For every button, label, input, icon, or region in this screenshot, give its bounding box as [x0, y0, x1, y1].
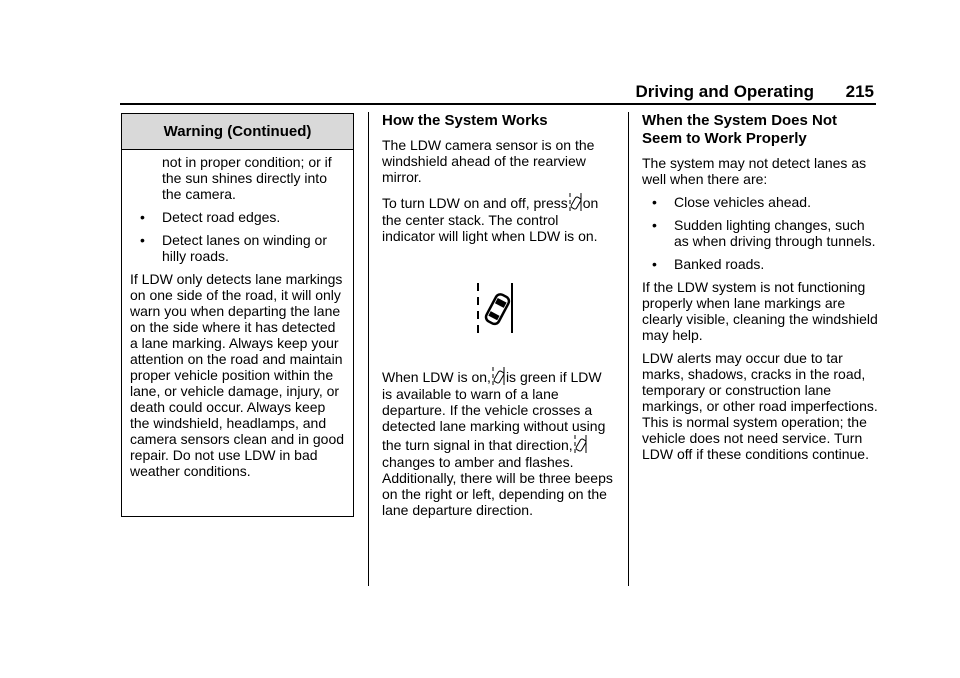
how-p2-text-a: To turn LDW on and off, press	[382, 195, 568, 211]
how-system-works-section	[382, 112, 614, 525]
how-paragraph-2	[382, 192, 614, 244]
warning-bullet	[130, 209, 345, 225]
how-heading: How the System Works	[382, 112, 548, 129]
not-working-intro: The system may not detect lanes as well when there are:	[642, 155, 867, 187]
section-title: Driving and Operating	[635, 82, 814, 101]
how-p2-text-b: on the center stack. The control indicator will light when LDW is on.	[382, 195, 599, 244]
warning-body	[122, 150, 353, 479]
bullet-text: Close vehicles ahead.	[674, 194, 811, 210]
column-divider-2	[628, 112, 629, 586]
bullet-text: Sudden lighting changes, such as when driving through tunnels.	[674, 217, 876, 249]
lane-departure-icon	[491, 366, 506, 386]
lane-departure-icon	[573, 434, 588, 454]
not-working-bullet	[642, 217, 878, 249]
bullet-text: Detect road edges.	[162, 209, 281, 225]
not-working-section	[642, 112, 878, 469]
not-working-heading: When the System Does Not Seem to Work Properly	[642, 112, 838, 147]
bullet-mark: •	[652, 256, 657, 272]
warning-paragraph: If LDW only detects lane markings on one side of the road, it will only warn you when departing the lane on the side where it has detected a lane marking. Always keep your attention on the road and maintain proper vehicle position within the lane, or vehicle damage, injury, or death could occur. Always keep the windshield, headlamps, and camera sensors clean and in good repair. Do not use LDW in bad weather conditions.	[130, 271, 345, 479]
how-paragraph-3	[382, 366, 614, 518]
warning-title: Warning (Continued)	[122, 114, 353, 150]
header-rule	[120, 103, 876, 105]
bullet-text: Detect lanes on winding or hilly roads.	[162, 232, 327, 264]
how-p3-text-a: When LDW is on,	[382, 369, 491, 385]
bullet-mark: •	[140, 209, 145, 225]
how-p3-text-b: is green if LDW is available to warn of a lane departure. If the vehicle crosses a detected lane marking without using the turn signal in that direction,	[382, 369, 606, 453]
not-working-paragraph-1: If the LDW system is not functioning properly when lane markings are clearly visible, cleaning the windshield may help.	[642, 279, 878, 343]
not-working-paragraph-2: LDW alerts may occur due to tar marks, shadows, cracks in the road, temporary or construction lane markings, or other road imperfections. This is normal system operation; the vehicle does not need service. Turn LDW off if these conditions continue.	[642, 350, 878, 462]
bullet-mark: •	[652, 217, 657, 233]
not-working-bullet	[642, 194, 878, 210]
lane-departure-icon	[568, 192, 583, 212]
lane-departure-icon	[476, 282, 516, 336]
bullet-mark: •	[140, 232, 145, 248]
bullet-mark: •	[652, 194, 657, 210]
page-header	[120, 82, 876, 104]
warning-bullet	[130, 232, 345, 264]
bullet-text: Banked roads.	[674, 256, 765, 272]
how-paragraph-1: The LDW camera sensor is on the windshield ahead of the rearview mirror.	[382, 137, 595, 185]
page-number: 215	[845, 82, 874, 101]
warning-box	[121, 113, 354, 517]
how-p3-text-c: changes to amber and flashes. Additionally, there will be three beeps on the right or left, depending on the lane departure direction.	[382, 454, 613, 518]
column-divider-1	[368, 112, 369, 586]
warning-continued-text: not in proper condition; or if the sun shines directly into the camera.	[162, 154, 332, 202]
not-working-bullet	[642, 256, 878, 272]
